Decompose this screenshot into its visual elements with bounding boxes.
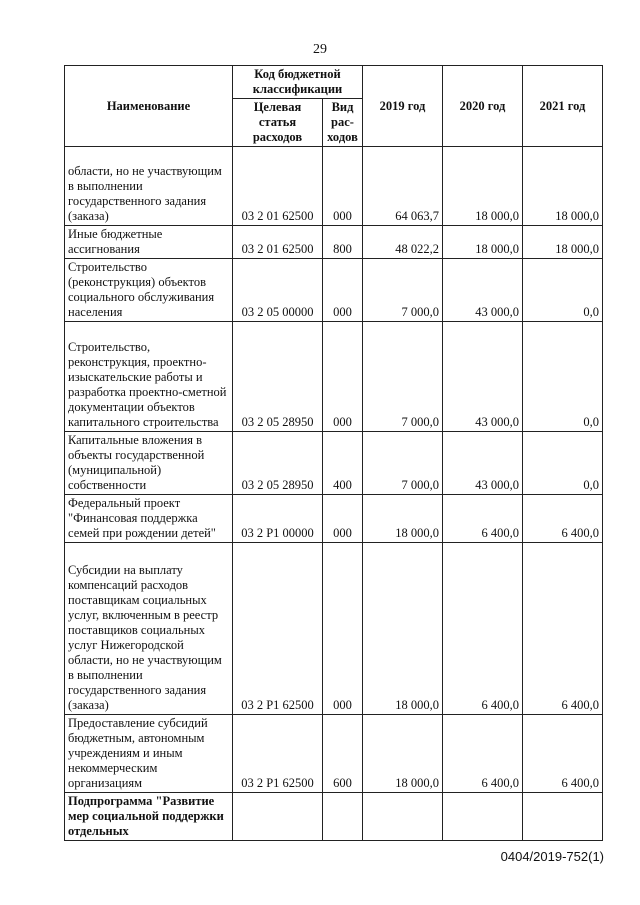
row-vid-code: 000	[323, 147, 363, 226]
row-value-2021	[523, 793, 603, 841]
row-target-code: 03 2 05 28950	[233, 432, 323, 495]
table-body	[65, 147, 603, 841]
row-name: Субсидии на выплату компенсаций расходов поставщикам социальных услуг, включенным в реестр поставщиков социальных услуг Нижегородской области, но не участвующим в выполнении государственного задания (заказа)	[65, 543, 233, 715]
row-value-2021: 6 400,0	[523, 543, 603, 715]
row-target-code: 03 2 05 00000	[233, 259, 323, 322]
row-name: Подпрограмма "Развитие мер социальной поддержки отдельных	[65, 793, 233, 841]
row-vid-code: 600	[323, 715, 363, 793]
row-name: Федеральный проект "Финансовая поддержка семей при рождении детей"	[65, 495, 233, 543]
row-value-2019: 7 000,0	[363, 432, 443, 495]
row-vid-code	[323, 793, 363, 841]
col-header-2020: 2020 год	[443, 66, 523, 147]
row-value-2019: 18 000,0	[363, 715, 443, 793]
row-name: Строительство, реконструкция, проектно-изыскательские работы и разработка проектно-сметной документации объектов капитального строительства	[65, 322, 233, 432]
row-name: Иные бюджетные ассигнования	[65, 226, 233, 259]
row-vid-code: 000	[323, 322, 363, 432]
row-target-code: 03 2 01 62500	[233, 147, 323, 226]
row-vid-code: 000	[323, 543, 363, 715]
row-value-2019	[363, 793, 443, 841]
row-vid-code: 400	[323, 432, 363, 495]
row-value-2019: 18 000,0	[363, 543, 443, 715]
col-header-2021: 2021 год	[523, 66, 603, 147]
row-value-2020: 43 000,0	[443, 259, 523, 322]
document-number: 0404/2019-752(1)	[500, 849, 604, 864]
row-value-2021: 6 400,0	[523, 495, 603, 543]
table-row	[65, 543, 603, 715]
row-value-2019: 7 000,0	[363, 322, 443, 432]
row-target-code: 03 2 01 62500	[233, 226, 323, 259]
row-vid-code: 000	[323, 259, 363, 322]
row-target-code	[233, 793, 323, 841]
row-name: Капитальные вложения в объекты государственной (муниципальной) собственности	[65, 432, 233, 495]
row-vid-code: 800	[323, 226, 363, 259]
table-row	[65, 147, 603, 226]
row-value-2020	[443, 793, 523, 841]
col-header-target: Целевая статья расходов	[233, 99, 323, 147]
row-name: Предоставление субсидий бюджетным, автономным учреждениям и иным некоммерческим организациям	[65, 715, 233, 793]
row-target-code: 03 2 05 28950	[233, 322, 323, 432]
row-value-2021: 0,0	[523, 432, 603, 495]
header-row-1	[65, 66, 603, 99]
row-value-2019: 64 063,7	[363, 147, 443, 226]
table-row	[65, 322, 603, 432]
table-row	[65, 226, 603, 259]
row-name: области, но не участвующим в выполнении государственного задания (заказа)	[65, 147, 233, 226]
row-value-2020: 6 400,0	[443, 543, 523, 715]
row-value-2021: 18 000,0	[523, 147, 603, 226]
table-row	[65, 259, 603, 322]
col-header-name: Наименование	[65, 66, 233, 147]
row-value-2019: 48 022,2	[363, 226, 443, 259]
col-header-code-group: Код бюджетной классификации	[233, 66, 363, 99]
row-value-2021: 18 000,0	[523, 226, 603, 259]
row-value-2019: 18 000,0	[363, 495, 443, 543]
row-name: Строительство (реконструкция) объектов социального обслуживания населения	[65, 259, 233, 322]
row-target-code: 03 2 P1 62500	[233, 715, 323, 793]
row-value-2019: 7 000,0	[363, 259, 443, 322]
page-number: 29	[313, 42, 327, 57]
row-value-2021: 0,0	[523, 259, 603, 322]
row-value-2020: 6 400,0	[443, 495, 523, 543]
row-value-2020: 43 000,0	[443, 322, 523, 432]
table-row	[65, 495, 603, 543]
row-value-2020: 43 000,0	[443, 432, 523, 495]
row-target-code: 03 2 P1 62500	[233, 543, 323, 715]
table-row	[65, 432, 603, 495]
row-vid-code: 000	[323, 495, 363, 543]
col-header-2019: 2019 год	[363, 66, 443, 147]
row-value-2020: 18 000,0	[443, 226, 523, 259]
budget-table	[64, 65, 603, 841]
row-target-code: 03 2 P1 00000	[233, 495, 323, 543]
row-value-2020: 18 000,0	[443, 147, 523, 226]
row-value-2021: 6 400,0	[523, 715, 603, 793]
table-row	[65, 715, 603, 793]
row-value-2020: 6 400,0	[443, 715, 523, 793]
col-header-vid: Вид рас-ходов	[323, 99, 363, 147]
row-value-2021: 0,0	[523, 322, 603, 432]
table-row	[65, 793, 603, 841]
